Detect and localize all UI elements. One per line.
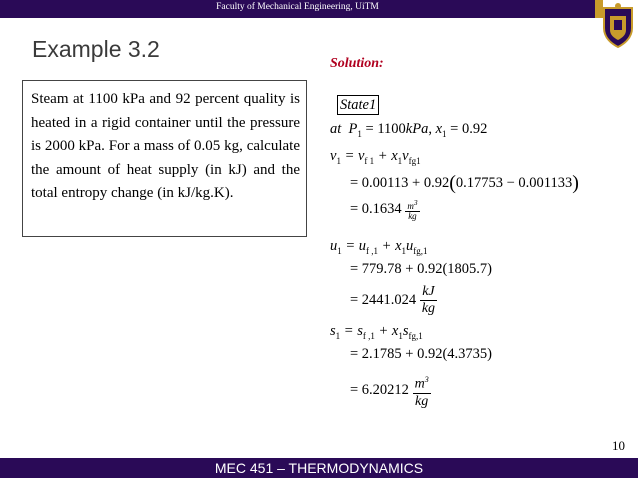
problem-text: Steam at 1100 kPa and 92 percent quality is heated in a rigid container until the pressure is 2000 kPa. For a mass of 0.05 kg, calculate the amount of heat supply (in kJ) and the total entropy change (in kJ/kg.K). [31, 91, 300, 202]
page-number: 10 [612, 438, 625, 453]
v-unit-exp: 3 [413, 198, 418, 207]
u-term-b: + x [381, 238, 402, 254]
v-term-c: v [402, 148, 409, 164]
s-result-value: = 6.20212 [350, 382, 409, 399]
v-equation [330, 148, 421, 166]
u-term-c: u [406, 238, 414, 254]
v-result-value: = 0.1634 [350, 200, 402, 217]
v-substitution: = 0.00113 + 0.92(0.17753 − 0.001133) [350, 172, 579, 194]
s-lhs-sub: 1 [335, 331, 341, 341]
v-term-b: + x [377, 148, 398, 164]
header-bar [0, 0, 595, 18]
s-substitution: = 2.1785 + 0.92(4.3735) [350, 346, 493, 362]
u-result-value: = 2441.024 [350, 291, 417, 308]
v-term-b-sub: 1 [397, 156, 403, 166]
s-term-a-sub: f ,1 [362, 331, 375, 341]
v-result [350, 198, 420, 221]
solution-label: Solution: [330, 56, 384, 71]
s-equation [330, 323, 423, 341]
pressure-symbol: P [348, 121, 358, 137]
s-unit-exp: 3 [424, 375, 429, 384]
s-term-c-sub: fg,1 [408, 331, 423, 341]
v-term-c-sub: fg1 [408, 156, 421, 166]
university-crest-logo [600, 2, 636, 48]
s-unit [413, 372, 431, 410]
u-result [350, 284, 437, 317]
u-lhs-sub: 1 [337, 246, 342, 256]
s-term-c: s [402, 323, 409, 339]
institution-label: Faculty of Mechanical Engineering, UiTM [216, 2, 379, 12]
s-lhs: s [330, 323, 336, 339]
state-label: State1 [337, 95, 379, 115]
u-equation [330, 238, 428, 256]
u-unit-den: kg [421, 301, 436, 316]
pressure-unit: kPa [405, 121, 429, 137]
quality-subscript: 1 [442, 129, 447, 139]
given-conditions: at $P_1 = 1100kPa$, $x_1 = 0.92$ [330, 121, 488, 139]
s-term-a: = s [343, 323, 363, 339]
v-substitution-inner: 0.17753 − 0.001133 [455, 175, 573, 191]
v-term-a: = v [344, 148, 365, 164]
u-term-b-sub: 1 [401, 246, 407, 256]
u-term-a-sub: f ,1 [366, 246, 379, 256]
pressure-value: = 1100 [365, 121, 406, 137]
v-lhs-sub: 1 [336, 156, 341, 166]
v-lhs: v [330, 148, 337, 164]
u-unit-num: kJ [420, 284, 437, 301]
s-unit-den: kg [415, 393, 429, 409]
v-unit-den: kg [408, 211, 417, 221]
u-substitution: = 779.78 + 0.92(1805.7) [350, 261, 493, 277]
u-lhs: u [330, 238, 338, 254]
s-term-b-sub: 1 [398, 331, 403, 341]
quality-symbol: x [435, 121, 443, 137]
problem-statement-box [22, 80, 307, 237]
footer-bar [0, 458, 638, 478]
at-label: at [330, 121, 342, 137]
s-result [350, 372, 431, 410]
v-unit-num: m [407, 201, 414, 211]
v-unit [405, 198, 419, 221]
slide-title: Example 3.2 [32, 36, 160, 62]
quality-value: = 0.92 [450, 121, 488, 137]
v-substitution-left: = 0.00113 + 0.92 [350, 175, 450, 191]
course-label: MEC 451 – THERMODYNAMICS [214, 460, 424, 476]
pressure-subscript: 1 [357, 129, 362, 139]
u-unit [420, 284, 437, 317]
v-term-a-sub: f 1 [364, 156, 375, 166]
s-unit-num: m [414, 376, 425, 392]
u-term-c-sub: fg,1 [413, 246, 428, 256]
s-term-b: + x [378, 323, 399, 339]
u-term-a: = u [345, 238, 367, 254]
